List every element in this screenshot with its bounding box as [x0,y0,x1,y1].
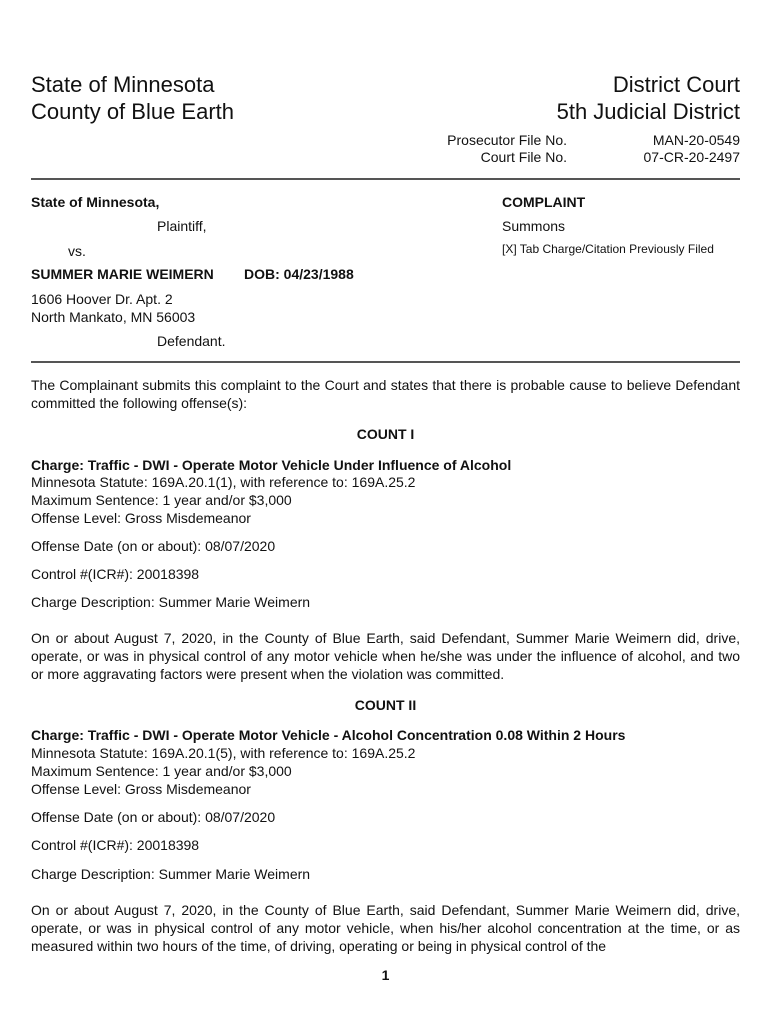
versus-label: vs. [68,243,86,259]
state-title: State of Minnesota [31,72,215,97]
defendant-role: Defendant. [157,333,226,349]
parties-divider [31,361,740,363]
court-file-value: 07-CR-20-2497 [643,149,740,165]
court-title: District Court [612,72,740,97]
offense-level-line: Offense Level: Gross Misdemeanor [31,781,251,797]
control-number-line: Control #(ICR#): 20018398 [31,566,200,582]
county-title: County of Blue Earth [31,99,235,124]
prosecutor-file-value: MAN-20-0549 [652,132,740,148]
offense-level-line: Offense Level: Gross Misdemeanor [31,510,251,526]
charge-description-line: Charge Description: Summer Marie Weimern [31,866,311,882]
plaintiff-name: State of Minnesota, [31,194,160,210]
count-narrative: On or about August 7, 2020, in the County of Blue Earth, said Defendant, Summer Marie Weimern did, drive, operate, or was in physical control of any motor vehicle when he/she was under the influence of alcohol, and two or more aggravating factors were present when the violation was committed. [31,630,740,682]
count-heading: COUNT I [356,426,415,442]
defendant-name: SUMMER MARIE WEIMERN [31,266,214,282]
header-divider [31,178,740,180]
defendant-address-line1: 1606 Hoover Dr. Apt. 2 [31,291,173,307]
page-number: 1 [381,967,390,983]
sentence-line: Maximum Sentence: 1 year and/or $3,000 [31,763,292,779]
plaintiff-role: Plaintiff, [157,218,207,234]
count-heading: COUNT II [354,697,417,713]
count-narrative: On or about August 7, 2020, in the County of Blue Earth, said Defendant, Summer Marie Weimern did, drive, operate, or was in physical control of any motor vehicle, when his/her alcohol concentration at the time, or as measured within two hours of the time, of driving, operating or being in physical control of the [31,902,740,954]
statute-line: Minnesota Statute: 169A.20.1(5), with reference to: 169A.25.2 [31,745,416,761]
control-number-line: Control #(ICR#): 20018398 [31,837,200,853]
defendant-dob: DOB: 04/23/1988 [244,266,354,282]
charge-title: Charge: Traffic - DWI - Operate Motor Vehicle - Alcohol Concentration 0.08 Within 2 Hours [31,727,626,743]
statute-line: Minnesota Statute: 169A.20.1(1), with reference to: 169A.25.2 [31,474,416,490]
defendant-address-line2: North Mankato, MN 56003 [31,309,196,325]
district-title: 5th Judicial District [556,99,740,124]
offense-date-line: Offense Date (on or about): 08/07/2020 [31,538,276,554]
sentence-line: Maximum Sentence: 1 year and/or $3,000 [31,492,292,508]
document-type: COMPLAINT [502,194,586,210]
tab-charge-checkbox: [X] Tab Charge/Citation Previously Filed [502,242,714,256]
offense-date-line: Offense Date (on or about): 08/07/2020 [31,809,276,825]
charge-title: Charge: Traffic - DWI - Operate Motor Vehicle Under Influence of Alcohol [31,457,512,473]
court-file-label: Court File No. [480,149,567,165]
summons-label: Summons [502,218,566,234]
prosecutor-file-label: Prosecutor File No. [447,132,567,148]
charge-description-line: Charge Description: Summer Marie Weimern [31,594,311,610]
intro-paragraph: The Complainant submits this complaint to the Court and states that there is probable cause to believe Defendant committed the following offense(s): [31,377,740,411]
